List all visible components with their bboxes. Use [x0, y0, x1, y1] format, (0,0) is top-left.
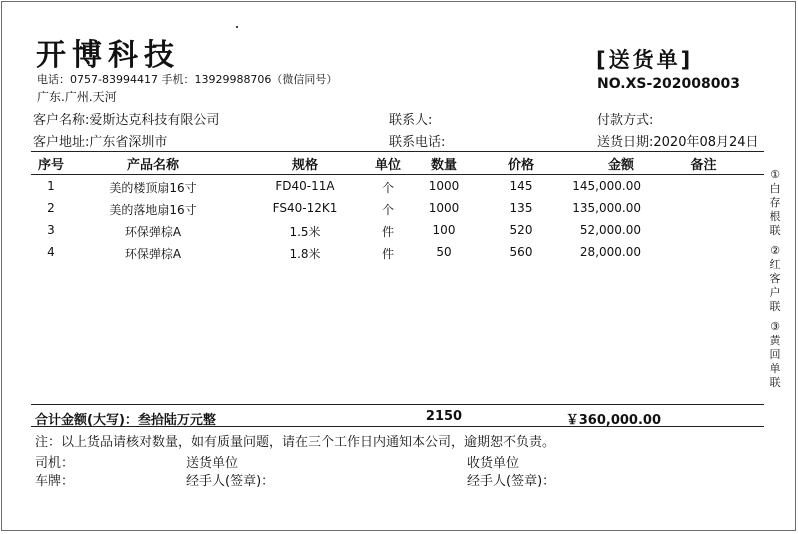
side-copy-red: ②红客户联	[769, 244, 781, 313]
header-product: 产品名称	[126, 158, 179, 173]
row-spec: 1.5米	[289, 225, 321, 239]
row-price: 560	[509, 245, 533, 259]
notice-text: 注：以上货品请核对数量，如有质量问题，请在三个工作日内通知本公司，逾期恕不负责。	[35, 435, 556, 450]
row-product: 环保弹棕A	[124, 247, 182, 261]
company-contact: 电话：0757-83994417 手机：13929988706（微信同号）	[37, 73, 338, 86]
row-quantity: 1000	[428, 179, 460, 193]
table-row	[31, 223, 764, 243]
plate-label: 车牌：	[35, 474, 75, 489]
receiving-handler-label: 经手人(签章)：	[467, 474, 556, 489]
contact-phone-label: 联系电话:	[389, 135, 446, 150]
customer-address-value: 广东省深圳市	[89, 135, 168, 150]
delivery-date-row	[597, 131, 759, 150]
side-copy-yellow: ③黄回单联	[769, 320, 781, 389]
delivery-handler-label: 经手人(签章)：	[186, 474, 275, 489]
driver-label: 司机：	[35, 456, 75, 471]
row-quantity: 1000	[428, 201, 460, 215]
row-unit: 个	[381, 203, 394, 217]
document-number: NO.XS-202008003	[597, 76, 740, 92]
header-unit: 单位	[374, 158, 401, 173]
delivery-date-value: 2020年08月24日	[653, 135, 759, 150]
company-name: 开博科技	[36, 38, 180, 73]
receiving-unit-label: 收货单位	[467, 456, 520, 471]
row-spec: FS40-12K1	[272, 201, 338, 215]
header-remark: 备注	[690, 158, 717, 173]
row-quantity: 100	[432, 223, 456, 237]
row-amount: 52,000.00	[579, 223, 641, 237]
row-spec: 1.8米	[289, 247, 321, 261]
delivery-date-label: 送货日期:	[597, 135, 654, 150]
contact-person-label: 联系人:	[389, 113, 433, 128]
customer-address-label: 客户地址:	[33, 135, 90, 150]
customer-address-row	[33, 131, 167, 150]
row-amount: 28,000.00	[579, 245, 641, 259]
customer-name-row	[33, 109, 219, 128]
row-product: 美的楼顶扇16寸	[109, 181, 197, 195]
header-index: 序号	[37, 158, 64, 173]
row-index: 1	[47, 179, 55, 193]
row-amount: 135,000.00	[572, 201, 641, 215]
row-index: 4	[47, 245, 55, 259]
total-amount-words: 合计金额(大写)：叁拾陆万元整	[35, 413, 216, 428]
speck	[236, 26, 238, 28]
total-amount: ￥360,000.00	[565, 413, 661, 428]
row-unit: 件	[381, 247, 394, 261]
row-product: 美的落地扇16寸	[109, 203, 197, 217]
row-quantity: 50	[436, 245, 452, 259]
row-index: 3	[47, 223, 55, 237]
company-address: 广东.广州.天河	[37, 90, 117, 104]
table-row	[31, 201, 764, 221]
row-unit: 件	[381, 225, 394, 239]
delivery-unit-label: 送货单位	[186, 456, 239, 471]
customer-name-label: 客户名称:	[33, 113, 90, 128]
table-row	[31, 245, 764, 265]
header-amount: 金额	[607, 158, 634, 173]
table-top-rule	[31, 151, 764, 152]
header-spec: 规格	[291, 158, 318, 173]
row-index: 2	[47, 201, 55, 215]
document-title: [送货单]	[596, 48, 694, 72]
row-amount: 145,000.00	[572, 179, 641, 193]
total-quantity: 2150	[425, 409, 463, 424]
side-copy-white: ①白存根联	[769, 168, 781, 237]
row-spec: FD40-11A	[275, 179, 335, 193]
table-row	[31, 179, 764, 199]
row-unit: 个	[381, 181, 394, 195]
customer-name-value: 爱斯达克科技有限公司	[89, 113, 220, 128]
row-price: 145	[509, 179, 533, 193]
row-product: 环保弹棕A	[124, 225, 182, 239]
payment-method-label: 付款方式:	[597, 113, 654, 128]
header-price: 价格	[507, 158, 534, 173]
row-price: 135	[509, 201, 533, 215]
table-header	[31, 154, 764, 174]
row-price: 520	[509, 223, 533, 237]
table-header-rule	[31, 174, 764, 175]
header-quantity: 数量	[430, 158, 457, 173]
table-bottom-rule	[31, 404, 764, 405]
